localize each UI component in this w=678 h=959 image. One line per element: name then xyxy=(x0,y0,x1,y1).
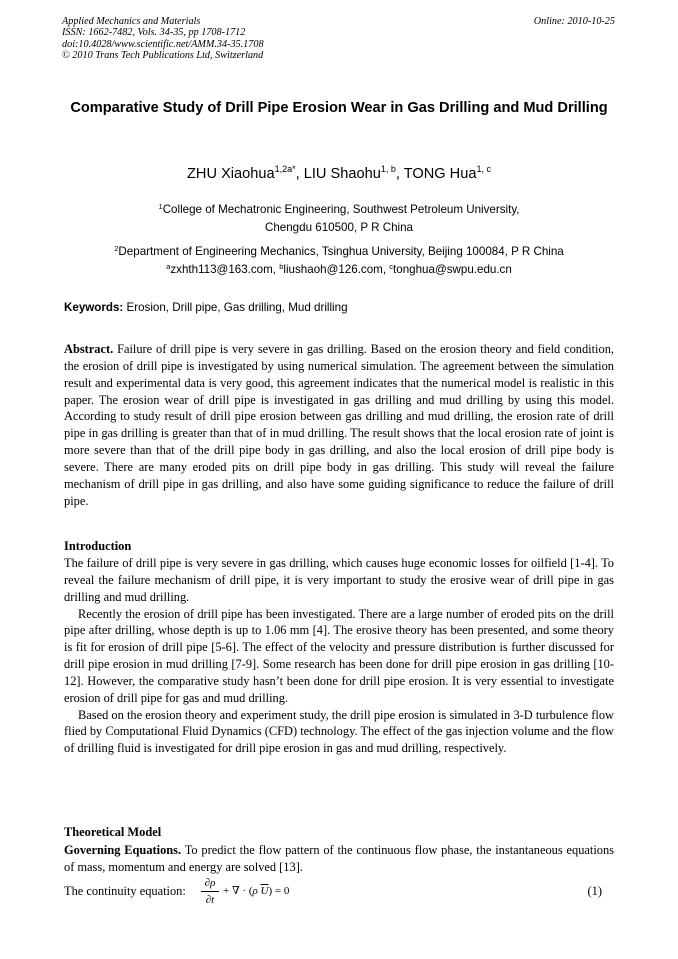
abstract xyxy=(64,341,614,509)
copyright-line: © 2010 Trans Tech Publications Ltd, Switzerland xyxy=(62,50,264,62)
abstract-text: Failure of drill pipe is very severe in gas drilling. Based on the erosion theory and field condition, the erosion of drill pipe is investigated by using numerical simulation. The agreement between the simulation result and experimental data is very good, this agreement indicates that the numerical model is realistic in this paper. The erosion wear of drill pipe is investigated in gas drilling and mud drilling by using this model. According to study result of drill pipe erosion between gas drilling and mud drilling, the erosion rate of drill pipe in gas drilling is greater than that of in mud drilling. The result shows that the local erosion rate of joint is more severe than that of the drill pipe body in gas drilling, and also the local erosion of drill pipe body is severe. There are many eroded pits on drill pipe body in gas drilling. This study will reveal the failure mechanism of drill pipe in gas drilling, and also have some guiding significance to reduce the failure of drill pipe. xyxy=(64,342,614,508)
author-sup: 1, b xyxy=(380,164,396,174)
affiliation-1: $^1$College of Mechatronic Engineering, Southwest Petroleum University, Chengdu 610500, P R China xyxy=(158,202,520,234)
abstract-label: Abstract. xyxy=(64,342,114,356)
paragraph: Recently the erosion of drill pipe has been investigated. There are a large number of eroded pits on the drill pipe after drilling, whose depth is up to 1.06 mm [4]. The erosive theory has been presented, and some theory is fit for erosion of drill pipe [5-6]. The effect of the velocity and pressure distribution is further discussed for drill pipe erosion in mud drilling [7-9]. Some research has been done for drill pipe erosion in gas drilling [10-12]. However, the comparative study hasn’t been done for drill pipe erosion. It is very essential to investigate erosion of drill pipe for gas and mud drilling. xyxy=(64,606,614,705)
author-sup: 1, c xyxy=(476,164,491,174)
author-name: TONG Hua xyxy=(403,166,477,182)
introduction-heading: Introduction xyxy=(64,539,132,553)
issn-line: ISSN: 1662-7482, Vols. 34-35, pp 1708-1712 xyxy=(62,27,246,39)
paper-title: Comparative Study of Drill Pipe Erosion Wear in Gas Drilling and Mud Drilling xyxy=(70,100,608,116)
equation-number: (1) xyxy=(587,884,602,898)
author-emails: $^a$zxhth113@163.com, $^b$liushaoh@126.com, $^c$tonghua@swpu.edu.cn xyxy=(166,262,512,276)
equation-label: The continuity equation: xyxy=(64,884,186,898)
journal-name: Applied Mechanics and Materials xyxy=(62,16,201,27)
author-sup: 1,2a* xyxy=(274,164,296,174)
author-name: ZHU Xiaohua xyxy=(187,166,275,182)
governing-equations-paragraph: Governing Equations. To predict the flow pattern of the continuous flow phase, the instantaneous equations of mass, momentum and energy are solved [13]. xyxy=(64,843,614,874)
paragraph: The failure of drill pipe is very severe in gas drilling, which causes huge economic losses for oilfield [1-4]. To reveal the failure mechanism of drill pipe, it is very important to study the erosive wear of drill pipe in gas drilling and mud drilling. xyxy=(64,556,614,604)
author-name: LIU Shaohu xyxy=(303,166,381,182)
theoretical-model-heading: Theoretical Model xyxy=(64,825,162,839)
online-date: Online: 2010-10-25 xyxy=(533,16,615,27)
journal-header xyxy=(62,16,422,62)
keywords-text: Erosion, Drill pipe, Gas drilling, Mud drilling xyxy=(123,301,348,314)
doi-line: doi:10.4028/www.scientific.net/AMM.34-35.1708 xyxy=(62,38,264,50)
affiliation-2: $^2$Department of Engineering Mechanics, Tsinghua University, Beijing 100084, P R China $^a$zxhth113@163.com, $^b$liushaoh@126.com, $^c$tonghua@swpu.edu.cn xyxy=(64,243,614,279)
paragraph: Based on the erosion theory and experiment study, the drill pipe erosion is simulated in 3-D turbulence flow flied by Computational Fluid Dynamics (CFD) technology. The effect of the gas injection volume and the flow of drilling fluid is investigated for drill pipe erosion in gas and mud drilling, respectively. xyxy=(64,707,614,756)
continuity-equation: The continuity equation: ∂ρ ∂t + ∇ · (ρ $\overline{U}) = 0$ (1) xyxy=(64,877,602,906)
introduction-body xyxy=(64,555,614,757)
keywords xyxy=(64,301,614,314)
author-list: ZHU Xiaohua$^{1,2a*}$, LIU Shaohu$^{1, b}$, TONG Hua$^{1, c}$ xyxy=(187,164,491,182)
keywords-label: Keywords: xyxy=(64,301,124,314)
partial-fraction: ∂ρ ∂t xyxy=(201,877,219,906)
subheading: Governing Equations. xyxy=(64,843,182,857)
